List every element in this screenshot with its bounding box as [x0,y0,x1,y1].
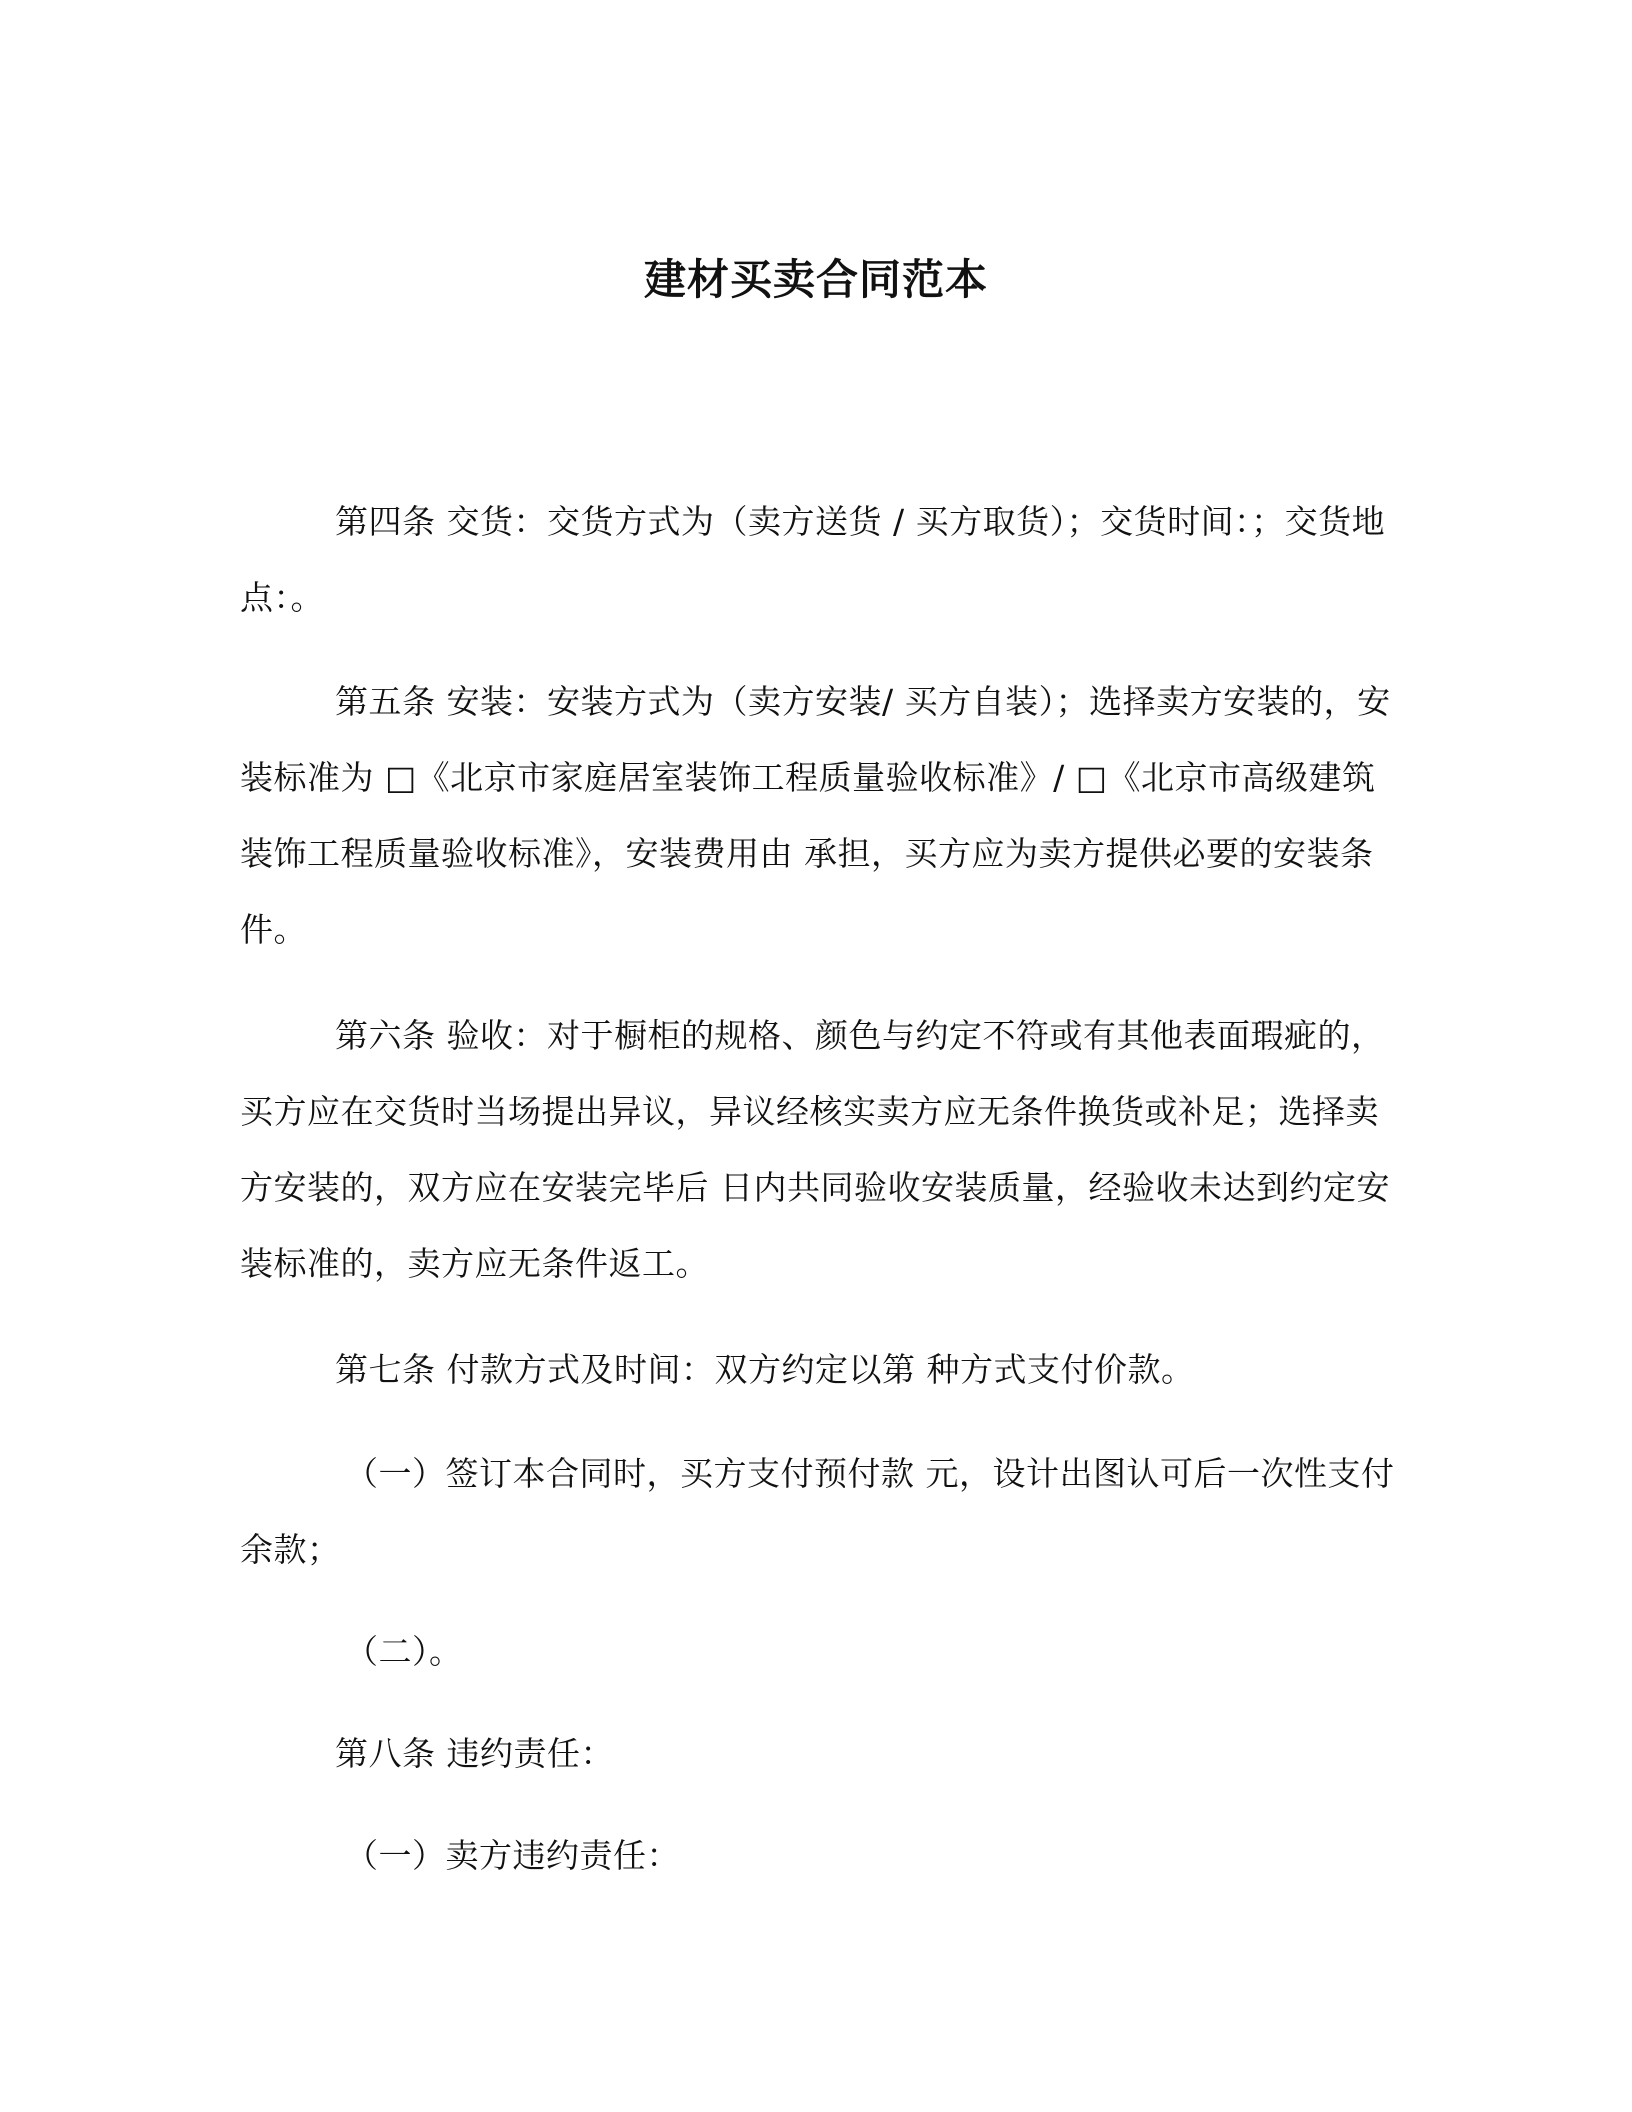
clause-7-payment: 第七条 付款方式及时间：双方约定以第 种方式支付价款。 [335,1350,1195,1389]
clause-6-acceptance: 第六条 验收：对于橱柜的规格、颜色与约定不符或有其他表面瑕疵的，买方应在交货时当场提出异议，异议经核实卖方应无条件换货或补足；选择卖方安装的，双方应在安装完毕后 日内共同验收安装质量，经验收未达到约定安装标准的，卖方应无条件返工。 [240,1016,1390,1283]
document-title: 建材买卖合同范本 [643,255,988,305]
clause-8-liability: 第八条 违约责任： [335,1734,614,1773]
payment-option-2: （二）。 [345,1632,463,1671]
clause-4-delivery: 第四条 交货：交货方式为（卖方送货 / 买方取货）；交货时间：；交货地点：。 [240,502,1386,617]
clause-5-installation: 第五条 安装：安装方式为（卖方安装/ 买方自装）；选择卖方安装的，安装标准为 □《北京市家庭居室装饰工程质量验收标准》/ □《北京市高级建筑装饰工程质量验收标准》，安装费用由 承担，买方应为卖方提供必要的安装条件。 [240,682,1391,949]
seller-liability-heading: （一）卖方违约责任： [345,1836,680,1875]
payment-option-1: （一）签订本合同时，买方支付预付款 元，设计出图认可后一次性支付余款； [240,1454,1395,1569]
